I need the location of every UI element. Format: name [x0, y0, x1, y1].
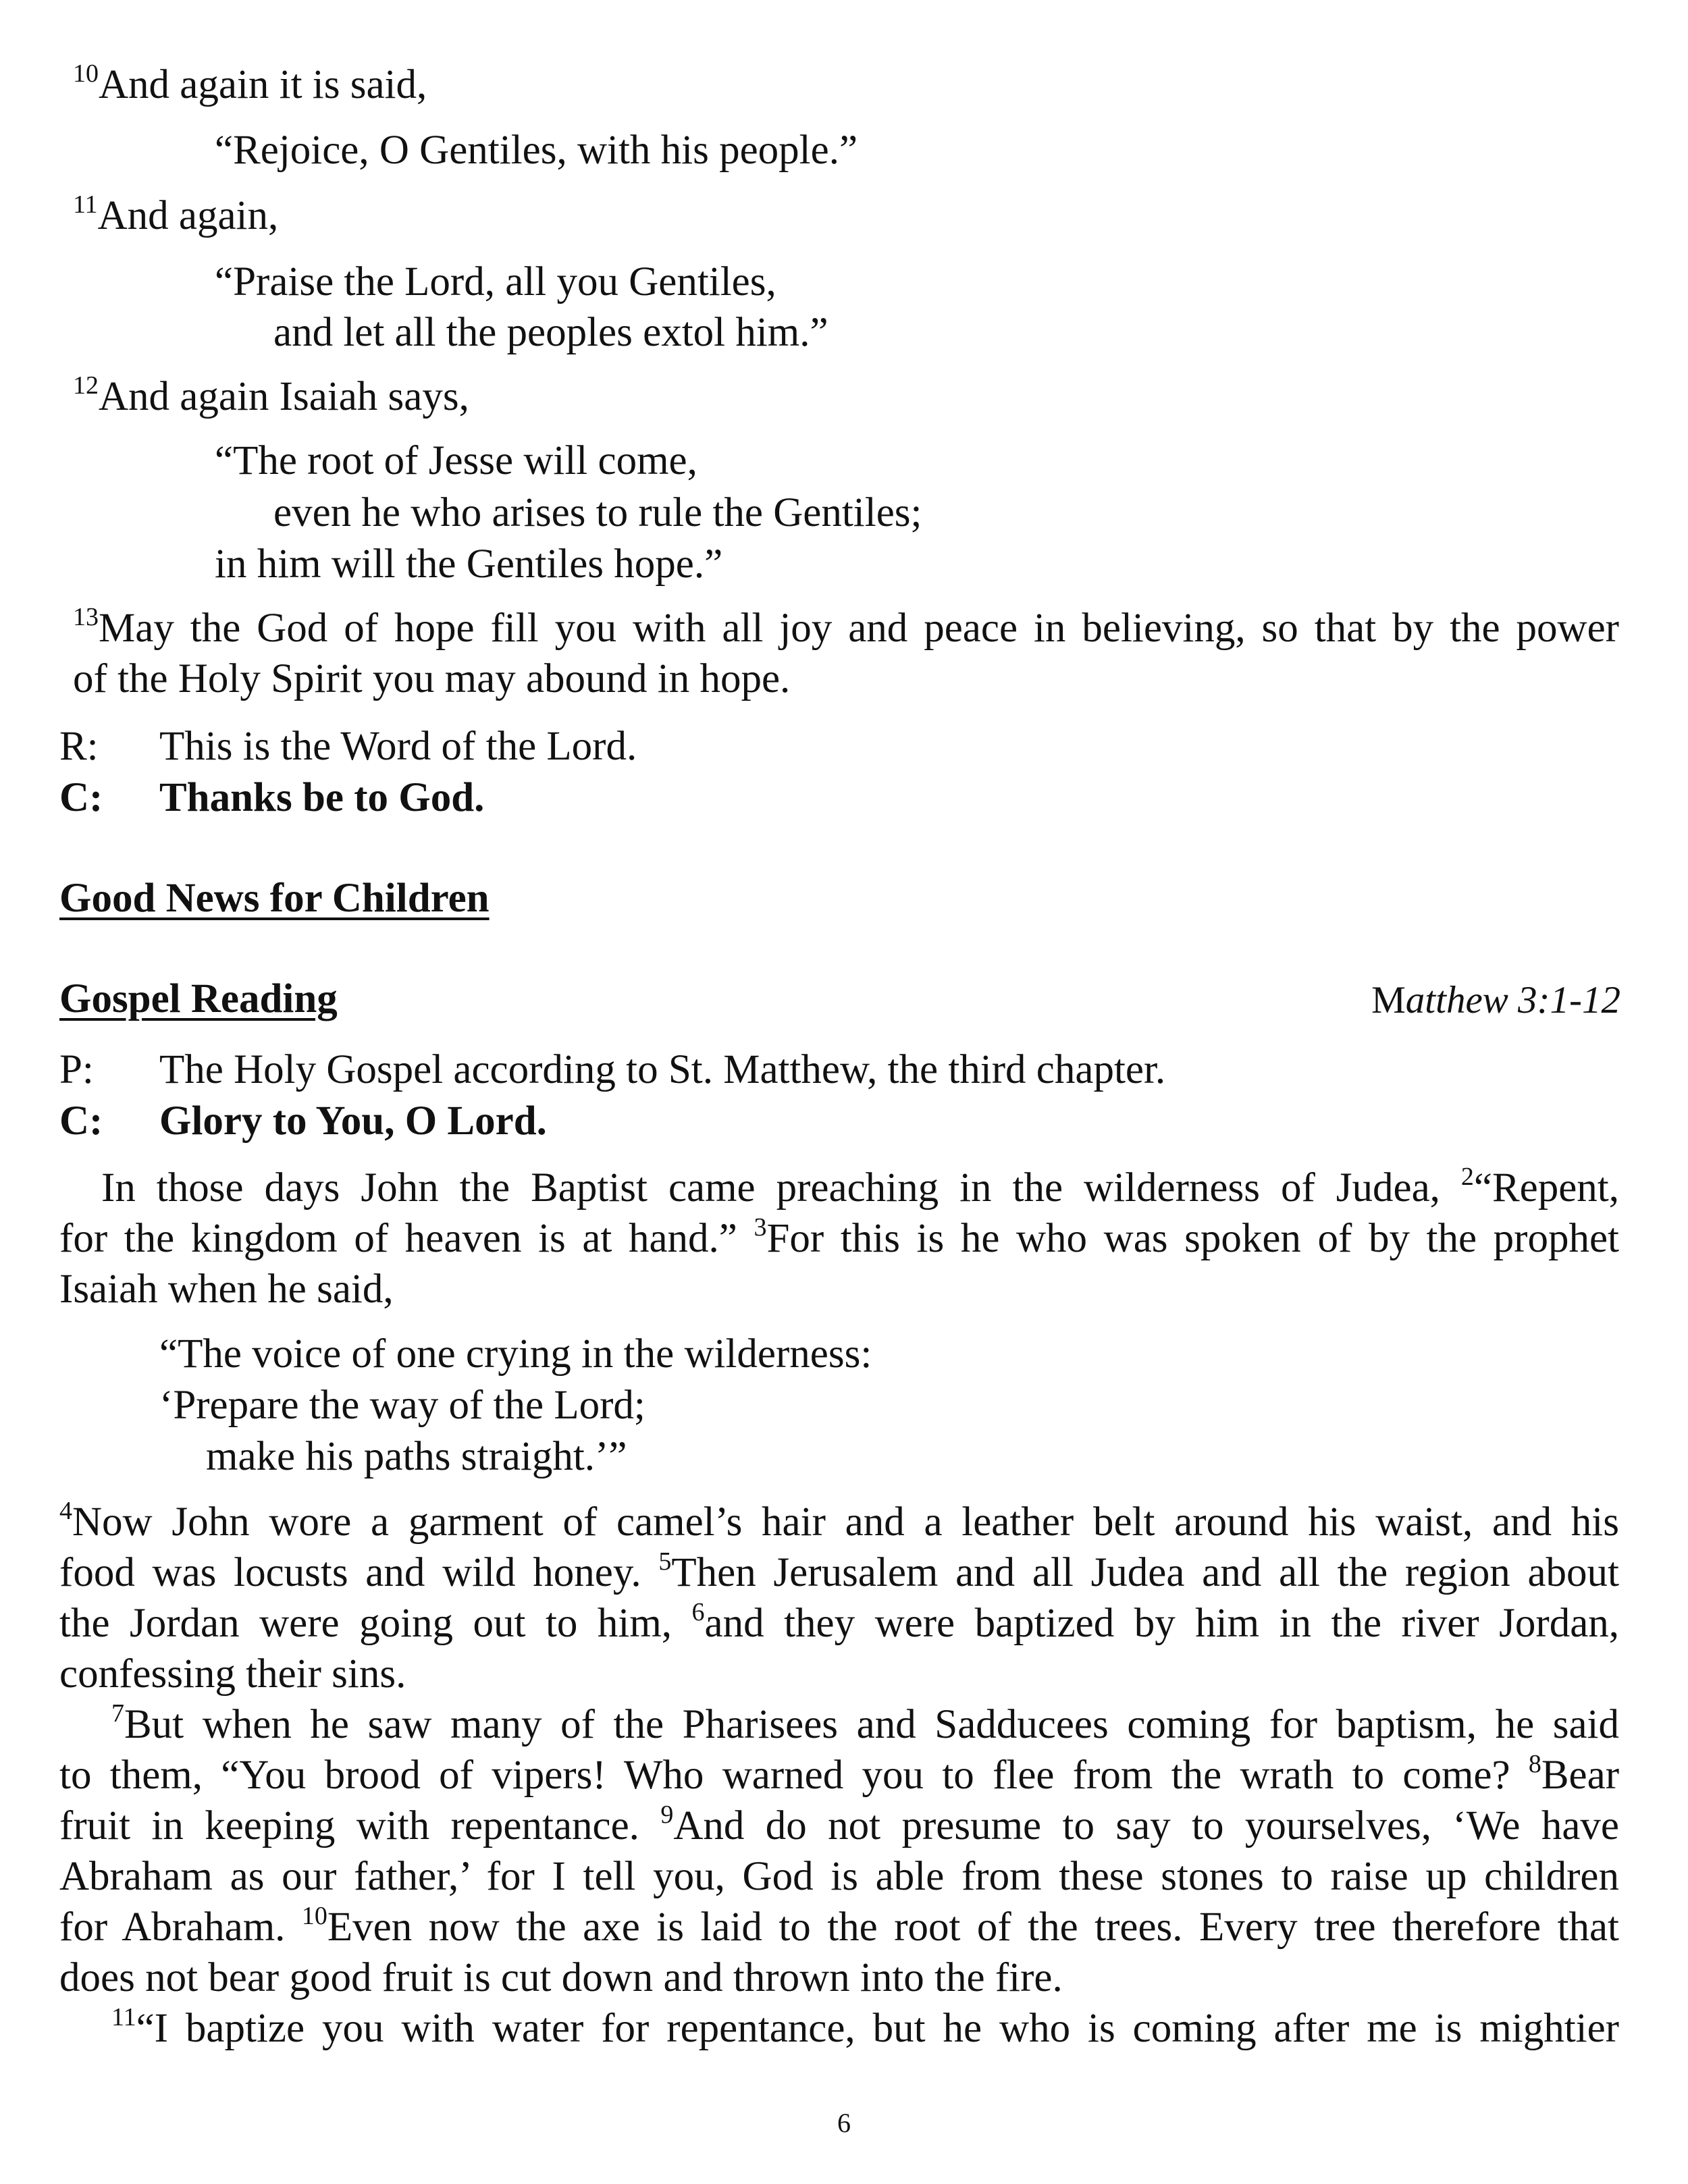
verse-11-quote-line-2: and let all the peoples extol him.”: [273, 310, 828, 355]
gospel-para3-line-2: to them, “You brood of vipers! Who warned you to flee from the wrath to come? $^8$Bear: [59, 1750, 1620, 1798]
verse-12-quote-line-1: “The root of Jesse will come,: [215, 438, 697, 483]
verse-10-quote: “Rejoice, O Gentiles, with his people.”: [215, 128, 858, 173]
response-congregation-line: C: Thanks be to God.: [59, 772, 484, 824]
gospel-para2-line-1: $^4$Now John wore a garment of camel’s hair and a leather belt around his waist, and his: [59, 1497, 1619, 1545]
verse-number: 3: [754, 1213, 767, 1242]
verse-10-line: $^{10}$And again it is said,: [73, 59, 427, 107]
verse-number: 2: [1460, 1163, 1474, 1191]
children-heading: Good News for Children: [59, 876, 490, 921]
verse-number: 12: [73, 371, 99, 400]
gospel-para1-line-2: for the kingdom of heaven is at hand.” $^3$For this is he who was spoken of by the prophet: [59, 1213, 1619, 1261]
verse-12-line: $^{12}$And again Isaiah says,: [73, 371, 469, 419]
gospel-para3-line-5: for Abraham. $^{10}$Even now the axe is laid to the root of the trees. Every tree therefore that: [59, 1902, 1619, 1950]
scripture-reference: Matthew 3:1-12: [1371, 979, 1620, 1021]
gospel-para4-line-1: $^{11}$“I baptize you with water for repentance, but he who is coming after me is mightier: [111, 2003, 1619, 2051]
verse-11-quote-line-1: “Praise the Lord, all you Gentiles,: [215, 259, 776, 304]
speaker-label-c: C:: [59, 775, 103, 820]
gospel-congregation-line: C: Glory to You, O Lord.: [59, 1096, 547, 1147]
verse-number: 7: [111, 1699, 124, 1728]
verse-number: 13: [73, 603, 99, 631]
gospel-para2-line-3: the Jordan were going out to him, $^6$and they were baptized by him in the river Jordan,: [59, 1598, 1620, 1646]
verse-number: 5: [658, 1547, 672, 1576]
gospel-quote-line-1: “The voice of one crying in the wilderness:: [159, 1331, 872, 1377]
gospel-para1-line-3: Isaiah when he said,: [59, 1267, 394, 1312]
verse-number: 6: [691, 1598, 705, 1626]
verse-number: 11: [73, 190, 98, 219]
verse-12-quote-line-2: even he who arises to rule the Gentiles;: [273, 490, 922, 535]
gospel-para3-line-3: fruit in keeping with repentance. $^9$And do not presume to say to yourselves, ‘We have: [59, 1801, 1619, 1848]
gospel-para2-line-2: food was locusts and wild honey. $^5$Then Jerusalem and all Judea and all the region about: [59, 1547, 1620, 1595]
gospel-heading: Gospel Reading: [59, 976, 338, 1021]
gospel-para2-line-4: confessing their sins.: [59, 1651, 406, 1697]
speaker-label-c: C:: [59, 1098, 103, 1144]
response-reader-line: R: This is the Word of the Lord.: [59, 721, 637, 772]
gospel-para3-line-6: does not bear good fruit is cut down and thrown into the fire.: [59, 1955, 1063, 2000]
verse-number: 10: [301, 1902, 327, 1930]
page-number: 6: [837, 2108, 851, 2138]
speaker-label-p: P:: [59, 1047, 94, 1092]
verse-11-line: $^{11}$And again,: [73, 190, 279, 238]
verse-12-quote-line-3: in him will the Gentiles hope.”: [215, 541, 723, 587]
verse-number: 4: [59, 1497, 72, 1525]
speaker-label-r: R:: [59, 724, 99, 769]
verse-number: 9: [660, 1801, 674, 1829]
verse-13-line-2: of the Holy Spirit you may abound in hope.: [73, 656, 791, 701]
verse-13-line-1: $^{13}$May the God of hope fill you with all joy and peace in believing, so that by the power: [73, 603, 1619, 651]
gospel-pastor-line: P: The Holy Gospel according to St. Matthew, the third chapter.: [59, 1044, 1165, 1096]
gospel-para3-line-1: $^7$But when he saw many of the Pharisees and Sadducees coming for baptism, he said: [111, 1699, 1619, 1747]
verse-number: 10: [73, 59, 99, 88]
verse-number: 11: [111, 2003, 136, 2031]
verse-number: 8: [1528, 1750, 1541, 1778]
gospel-quote-line-2: ‘Prepare the way of the Lord;: [159, 1383, 645, 1428]
gospel-para1-line-1: In those days John the Baptist came preaching in the wilderness of Judea, $^2$“Repent,: [101, 1163, 1619, 1210]
gospel-para3-line-4: Abraham as our father,’ for I tell you, God is able from these stones to raise up children: [59, 1854, 1619, 1899]
gospel-quote-line-3: make his paths straight.’”: [206, 1434, 627, 1479]
